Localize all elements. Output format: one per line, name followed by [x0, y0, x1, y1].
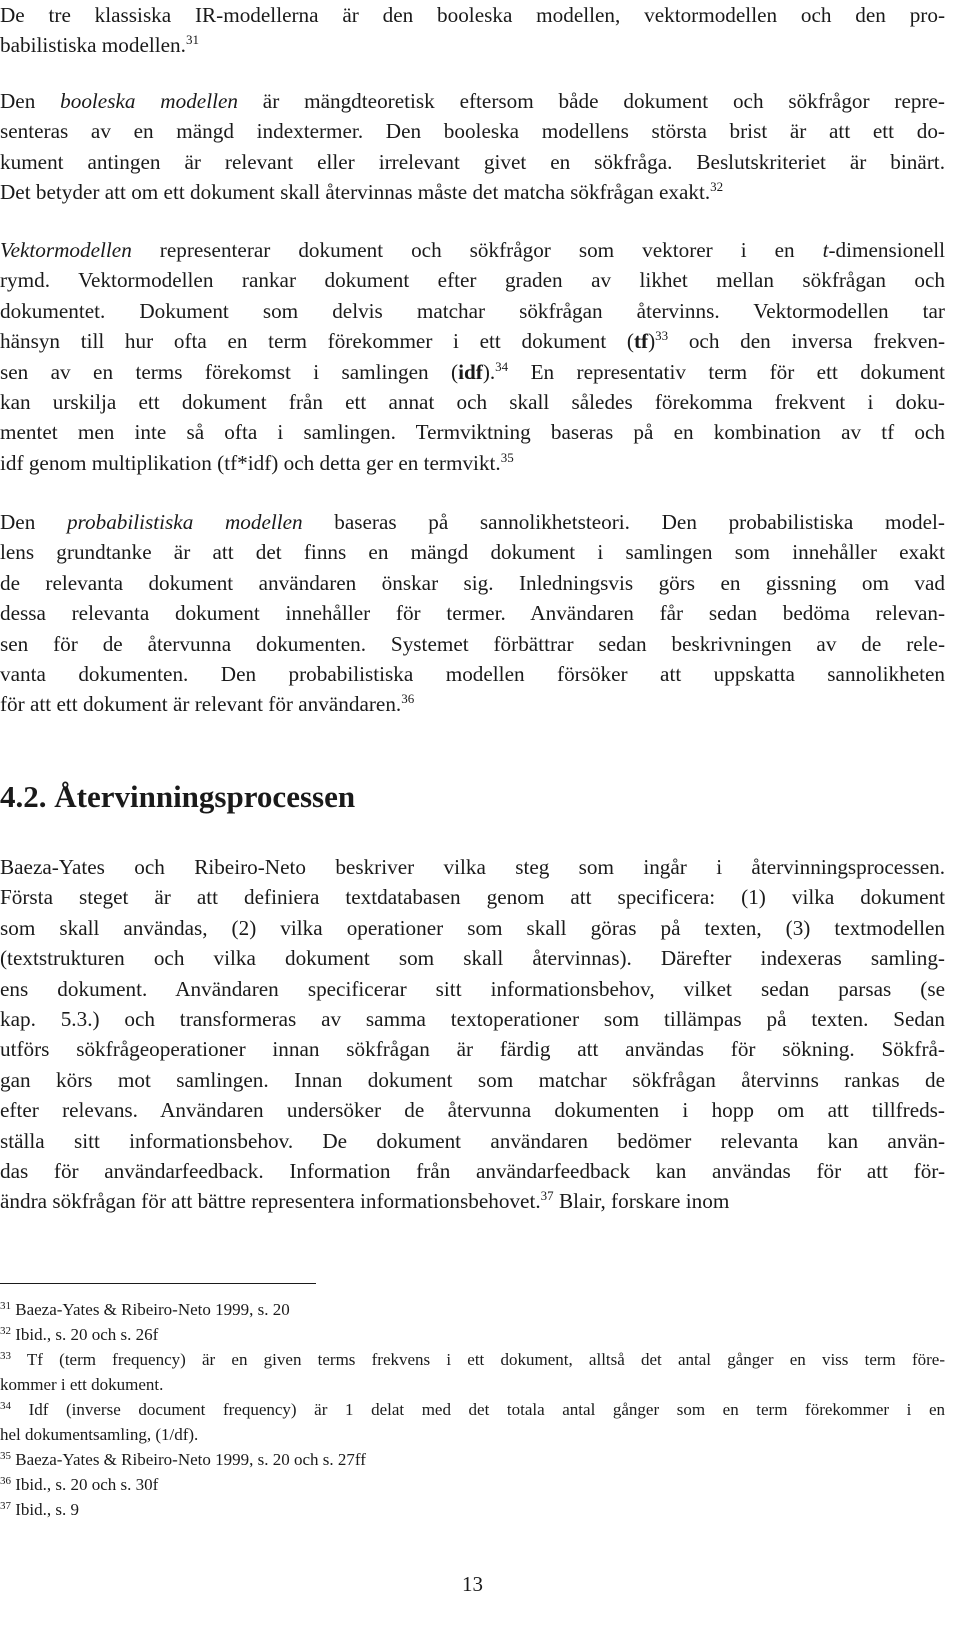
- text-line: [0, 235, 945, 265]
- footnote-line: [0, 1447, 945, 1472]
- paragraph-probabilistic-model: [0, 507, 945, 720]
- text-span: ändra sökfrågan för att bättre representera informationsbehovet.: [0, 1189, 541, 1214]
- footnote-text: Ibid., s. 20 och s. 30f: [15, 1475, 159, 1494]
- footnote-31: [0, 1297, 945, 1322]
- footnote-text: Baeza-Yates & Ribeiro-Neto 1999, s. 20 och s. 27ff: [15, 1450, 366, 1469]
- footnote-text: Idf (inverse document frequency) är 1 delat med det totala antal gånger som en term förekommer i en: [28, 1400, 945, 1419]
- text-line: kan urskilja ett dokument från ett annat och skall således förekomma frekvent i doku-: [0, 390, 945, 415]
- text-line: lens grundtanke är att det finns en mängd dokument i samlingen som innehåller exakt: [0, 540, 945, 565]
- footnote-32: [0, 1322, 945, 1347]
- footnote-number: 32: [0, 1325, 11, 1337]
- footnote-ref-33[interactable]: 33: [655, 328, 669, 344]
- text-line: (textstrukturen och vilka dokument som skall återvinnas). Därefter indexeras samling-: [0, 946, 945, 971]
- text-span: för att ett dokument är relevant för användaren.: [0, 692, 402, 717]
- text-line: ens dokument. Användaren specificerar sitt informationsbehov, vilket sedan parsas (se: [0, 976, 945, 1001]
- text-line: [0, 448, 945, 478]
- text-span: hänsyn till hur ofta en term förekommer i ett dokument (: [0, 329, 634, 354]
- footnote-line: [0, 1297, 945, 1322]
- text-line: gan körs mot samlingen. Innan dokument som matchar sökfrågan återvinns rankas de: [0, 1067, 945, 1092]
- text-line: [0, 326, 945, 356]
- text-span: baseras på sannolikhetsteori. Den probabilistiska model-: [302, 510, 945, 534]
- term-vector-model: Vektormodellen: [0, 238, 132, 262]
- footnote-33: [0, 1347, 945, 1397]
- paragraph-ir-models: [0, 0, 945, 61]
- footnote-text: hel dokumentsamling, (1/df).: [0, 1425, 199, 1444]
- text-line: som skall användas, (2) vilka operationer som skall göras på texten, (3) textmodellen: [0, 915, 945, 940]
- text-span: idf genom multiplikation (tf*idf) och detta ger en termvikt.: [0, 450, 501, 475]
- paragraph-vector-model: [0, 235, 945, 478]
- footnote-line: [0, 1347, 945, 1372]
- footnote-ref-36[interactable]: 36: [401, 691, 415, 707]
- text-line: kument antingen är relevant eller irrelevant givet en sökfråga. Beslutskriteriet är binärt.: [0, 149, 945, 174]
- text-line: Baeza-Yates och Ribeiro-Neto beskriver vilka steg som ingår i återvinningsprocessen.: [0, 855, 945, 879]
- footnote-ref-31[interactable]: 31: [185, 32, 199, 48]
- text-line: [0, 86, 945, 116]
- text-span: Det betyder att om ett dokument skall återvinnas måste det matcha sökfrågan exakt.: [0, 180, 711, 205]
- term-probabilistic-model: probabilistiska modellen: [66, 510, 303, 534]
- text-span: Den: [0, 510, 67, 534]
- footnote-number: 35: [0, 1450, 11, 1462]
- text-span: babilistiska modellen.: [0, 33, 186, 58]
- text-span: är mängdteoretisk eftersom både dokument och sökfrågor repre-: [237, 89, 945, 113]
- footnote-text: Ibid., s. 20 och s. 26f: [15, 1325, 159, 1344]
- footnote-34: [0, 1397, 945, 1447]
- paragraph-boolean-model: [0, 86, 945, 208]
- footnote-line: [0, 1397, 945, 1422]
- footnote-ref-37[interactable]: 37: [540, 1188, 554, 1204]
- footnote-ref-32[interactable]: 32: [710, 179, 724, 195]
- text-line: [0, 357, 945, 387]
- footnote-line: [0, 1322, 945, 1347]
- footnote-number: 36: [0, 1475, 11, 1487]
- footnotes: [0, 1297, 945, 1522]
- page-number: 13: [462, 1572, 483, 1596]
- footnote-text: Tf (term frequency) är en given terms frekvens i ett dokument, alltså det antal gånger en viss term före-: [26, 1350, 945, 1369]
- text-line: efter relevans. Användaren undersöker de återvunna dokumenten i hopp om att tillfreds-: [0, 1098, 945, 1123]
- text-line: dokumentet. Dokument som delvis matchar sökfrågan återvinns. Vektormodellen tar: [0, 298, 945, 323]
- footnote-line: [0, 1497, 945, 1522]
- text-line: rymd. Vektormodellen rankar dokument efter graden av likhet mellan sökfrågan och: [0, 268, 945, 293]
- text-line: sen för de återvunna dokumenten. Systemet förbättrar sedan beskrivningen av de rele-: [0, 631, 945, 656]
- footnote-line: [0, 1472, 945, 1497]
- text-line: [0, 177, 945, 207]
- text-span: En representativ term för ett dokument: [508, 359, 945, 384]
- footnote-text: Ibid., s. 9: [15, 1500, 79, 1519]
- footnote-35: [0, 1447, 945, 1472]
- text-line: [0, 1186, 945, 1216]
- text-span: Blair, forskare inom: [553, 1189, 730, 1214]
- text-line: mentet men inte så ofta i samlingen. Termviktning baseras på en kombination av tf och: [0, 420, 945, 445]
- footnote-number: 33: [0, 1350, 11, 1362]
- text-span: ): [648, 329, 656, 354]
- footnote-ref-34[interactable]: 34: [495, 358, 509, 374]
- footnote-separator: [0, 1283, 316, 1284]
- footnote-number: 34: [0, 1400, 11, 1412]
- footnote-number: 37: [0, 1500, 11, 1512]
- text-line: Första steget är att definiera textdatabasen genom att specificera: (1) vilka dokument: [0, 885, 945, 910]
- text-span: ).: [482, 359, 496, 384]
- term-boolean-model: booleska modellen: [60, 89, 238, 113]
- text-span: sen av en terms förekomst i samlingen (: [0, 359, 459, 384]
- text-line: [0, 507, 945, 537]
- text-line: dessa relevanta dokument innehåller för termer. Användaren får sedan bedöma relevan-: [0, 601, 945, 626]
- footnote-text: Baeza-Yates & Ribeiro-Neto 1999, s. 20: [15, 1300, 290, 1319]
- text-span: -dimensionell: [828, 238, 945, 262]
- text-line: das för användarfeedback. Information från användarfeedback kan användas för att för-: [0, 1159, 945, 1184]
- text-span: representerar dokument och sökfrågor som vektorer i en: [131, 238, 823, 262]
- footnote-36: [0, 1472, 945, 1497]
- text-span: och den inversa frekven-: [668, 329, 945, 354]
- section-heading: 4.2. Återvinningsprocessen: [0, 779, 356, 814]
- term-tf: tf: [633, 329, 649, 354]
- text-line: De tre klassiska IR-modellerna är den booleska modellen, vektormodellen och den pro-: [0, 3, 945, 27]
- text-line: ställa sitt informationsbehov. De dokument användaren bedömer relevanta kan använ-: [0, 1128, 945, 1153]
- text-line: utförs sökfrågeoperationer innan sökfrågan är färdig att användas för sökning. Sökfrå-: [0, 1037, 945, 1062]
- footnote-ref-35[interactable]: 35: [500, 449, 514, 465]
- term-idf: idf: [458, 359, 483, 384]
- text-line: senteras av en mängd indextermer. Den booleska modellens största brist är att ett do-: [0, 119, 945, 144]
- paragraph-retrieval-process: [0, 852, 945, 1217]
- text-line: [0, 30, 945, 60]
- text-line: kap. 5.3.) och transformeras av samma textoperationer som tillämpas på texten. Sedan: [0, 1007, 945, 1032]
- footnote-number: 31: [0, 1300, 11, 1312]
- text-line: de relevanta dokument användaren önskar sig. Inledningsvis görs en gissning om vad: [0, 570, 945, 595]
- text-line: [0, 689, 945, 719]
- footnote-line: [0, 1372, 945, 1397]
- text-span: Den: [0, 89, 61, 113]
- text-line: vanta dokumenten. Den probabilistiska modellen försöker att uppskatta sannolikheten: [0, 662, 945, 687]
- footnote-37: [0, 1497, 945, 1522]
- term-t: t: [822, 238, 829, 262]
- footnote-line: [0, 1422, 945, 1447]
- footnote-text: kommer i ett dokument.: [0, 1375, 164, 1394]
